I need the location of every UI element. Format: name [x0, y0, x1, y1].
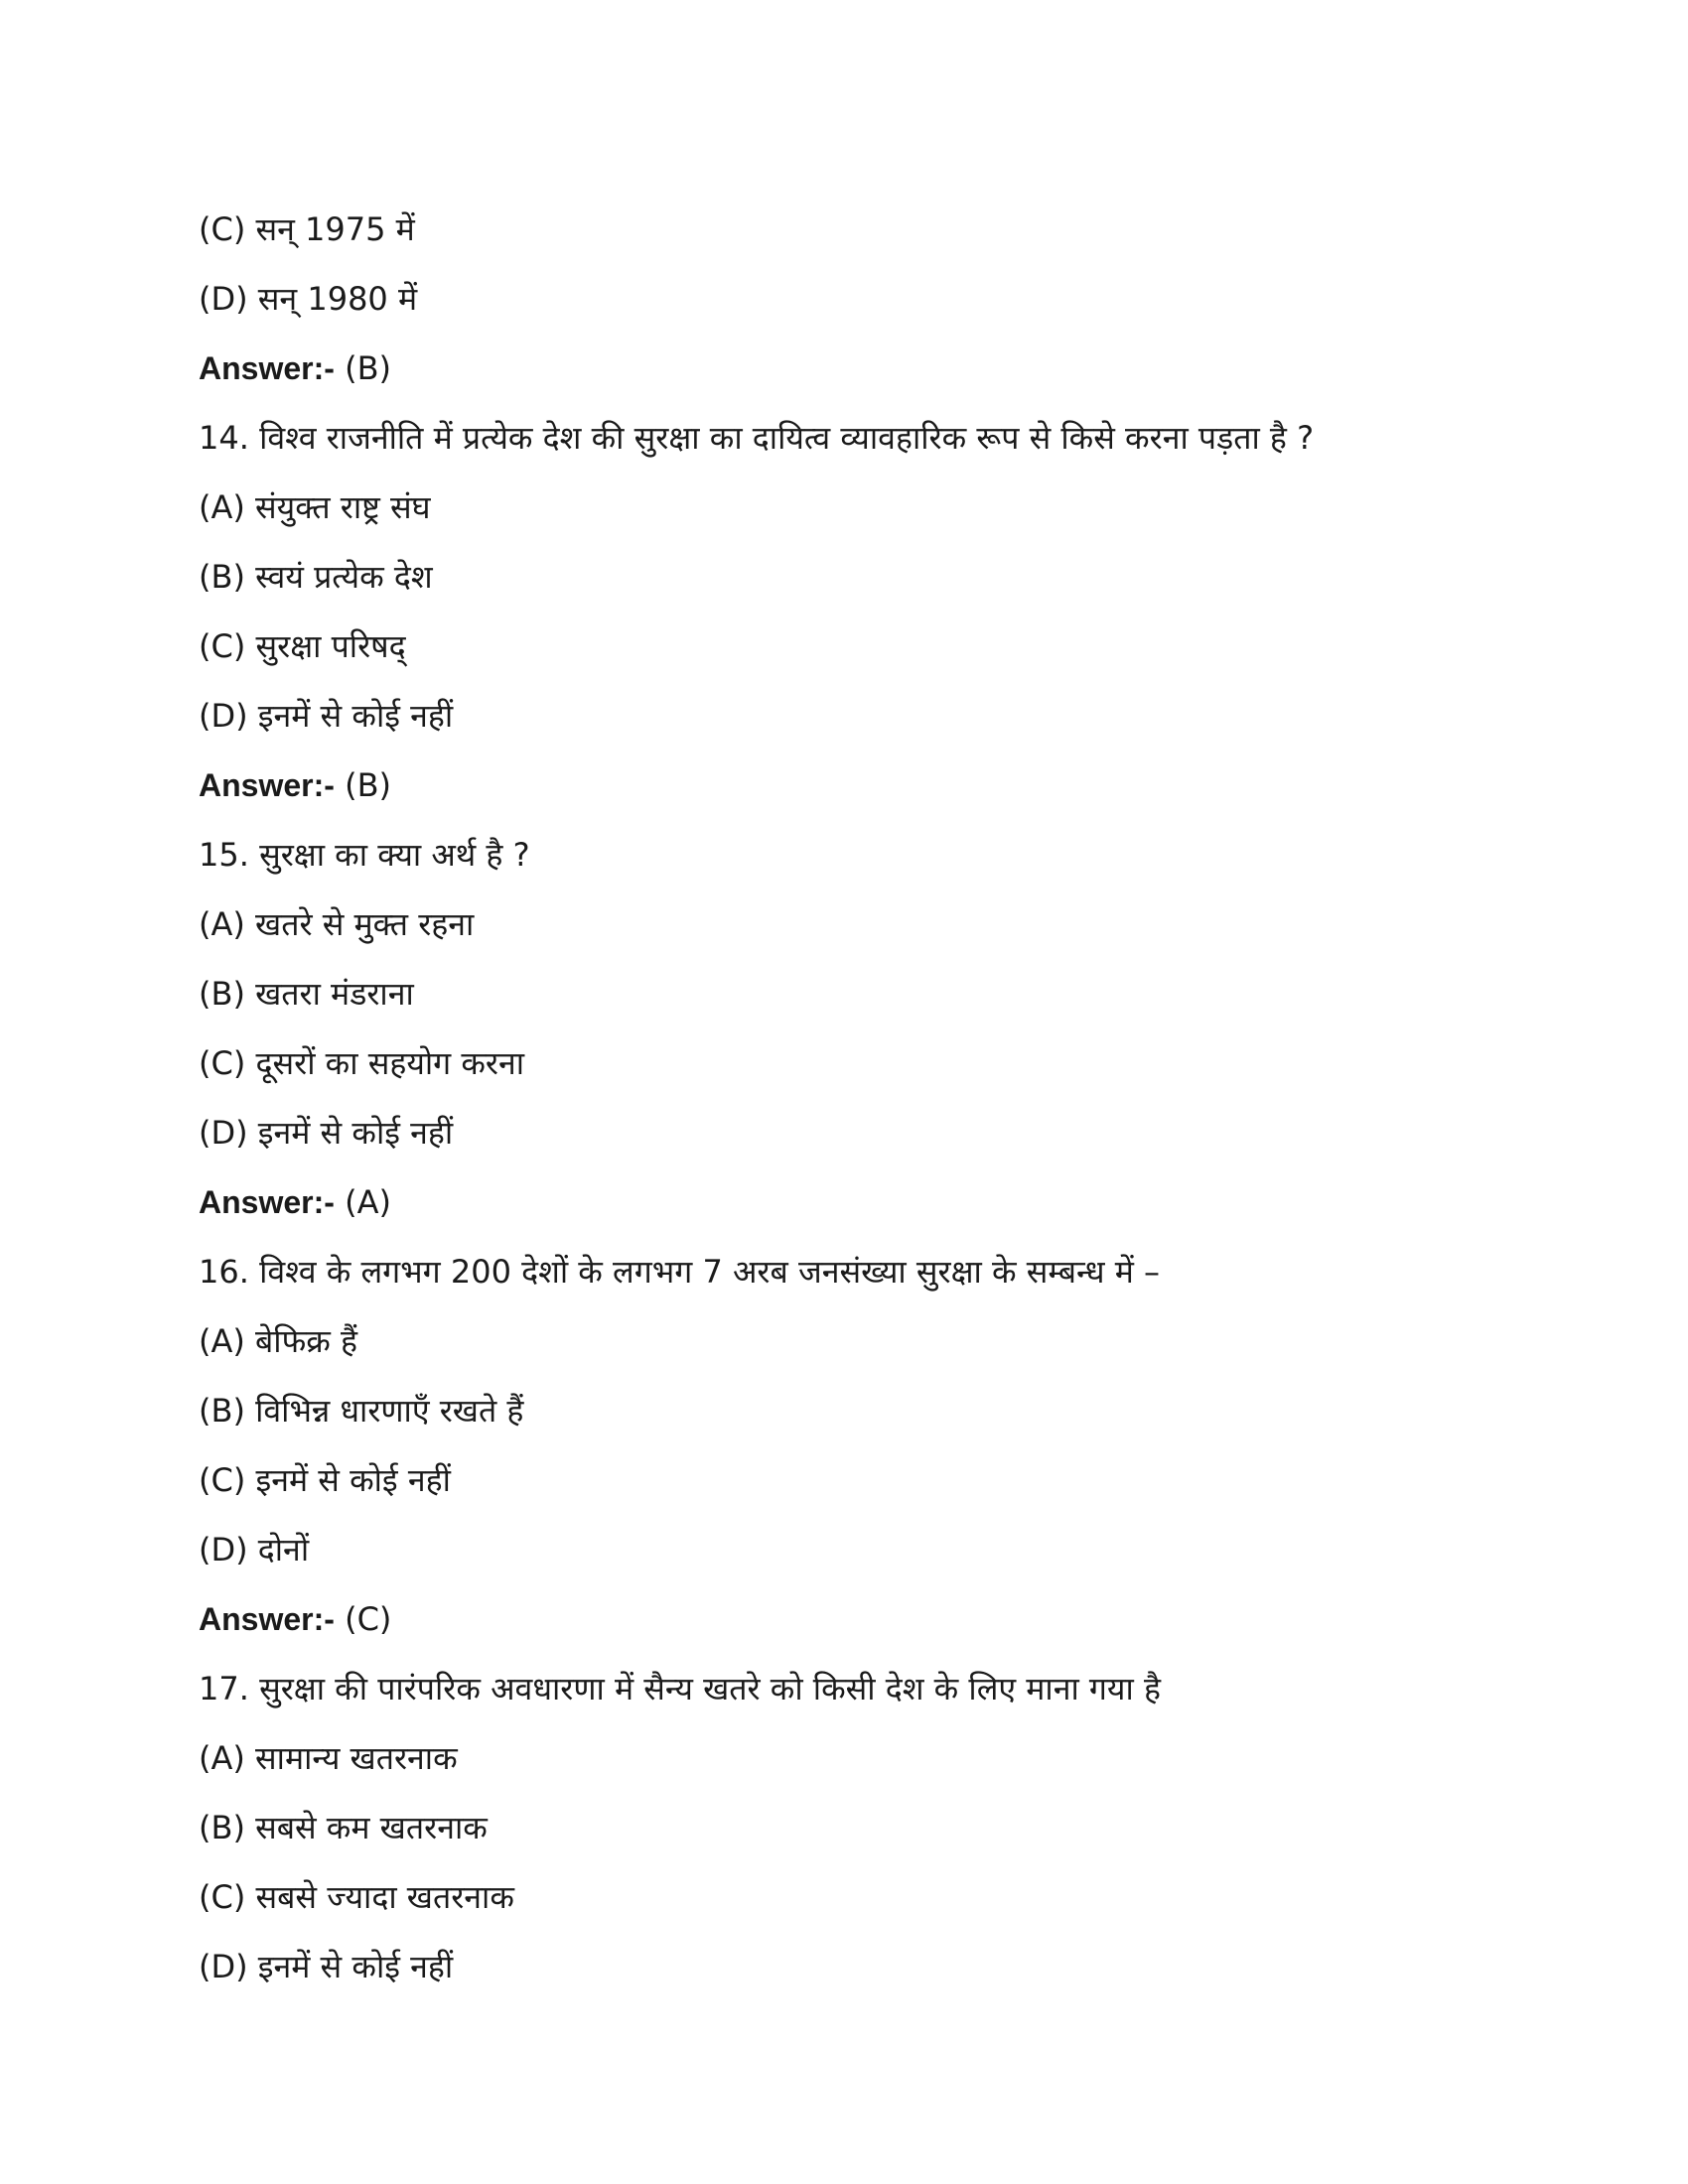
option-c: (C) सुरक्षा परिषद्: [199, 627, 406, 665]
answer-line: [199, 334, 1489, 403]
question-text: 14. विश्व राजनीति में प्रत्येक देश की सुरक्षा का दायित्व व्यावहारिक रूप से किसे करना पड़ता है ?: [199, 419, 1315, 457]
answer-value: (A): [334, 1183, 391, 1221]
question-text: 17. सुरक्षा की पारंपरिक अवधारणा में सैन्य खतरे को किसी देश के लिए माना गया है: [199, 1670, 1161, 1707]
option-b: (B) सबसे कम खतरनाक: [199, 1809, 488, 1846]
answer-line: [199, 751, 1489, 820]
option-b: (B) खतरा मंडराना: [199, 975, 414, 1013]
answer-label: Answer:-: [199, 1601, 335, 1637]
option-c: (C) इनमें से कोई नहीं: [199, 1461, 451, 1499]
option-d: (D) दोनों: [199, 1531, 310, 1569]
option-c: (C) सबसे ज्यादा खतरनाक: [199, 1878, 514, 1916]
answer-value: (B): [334, 349, 391, 387]
option-d: (D) इनमें से कोई नहीं: [199, 1114, 454, 1152]
option-a: (A) सामान्य खतरनाक: [199, 1739, 458, 1777]
answer-value: (C): [334, 1600, 392, 1638]
option-a: (A) बेफिक्र हैं: [199, 1322, 358, 1360]
option-a: (A) संयुक्त राष्ट्र संघ: [199, 488, 431, 526]
option-c: (C) दूसरों का सहयोग करना: [199, 1044, 525, 1082]
option-d: (D) सन् 1980 में: [199, 280, 418, 318]
option-c: (C) सन् 1975 में: [199, 210, 415, 248]
answer-label: Answer:-: [199, 350, 335, 386]
answer-line: [199, 1167, 1489, 1237]
option-a: (A) खतरे से मुक्त रहना: [199, 905, 475, 943]
answer-line: [199, 1584, 1489, 1654]
question-text: 16. विश्व के लगभग 200 देशों के लगभग 7 अरब जनसंख्या सुरक्षा के सम्बन्ध में –: [199, 1253, 1161, 1291]
option-d: (D) इनमें से कोई नहीं: [199, 1948, 454, 1985]
question-list: [199, 195, 1489, 2001]
option-b: (B) स्वयं प्रत्येक देश: [199, 558, 433, 596]
option-d: (D) इनमें से कोई नहीं: [199, 697, 454, 735]
answer-value: (B): [334, 766, 391, 804]
answer-label: Answer:-: [199, 767, 335, 803]
answer-label: Answer:-: [199, 1184, 335, 1220]
option-b: (B) विभिन्न धारणाएँ रखते हैं: [199, 1392, 524, 1430]
question-text: 15. सुरक्षा का क्या अर्थ है ?: [199, 836, 530, 874]
